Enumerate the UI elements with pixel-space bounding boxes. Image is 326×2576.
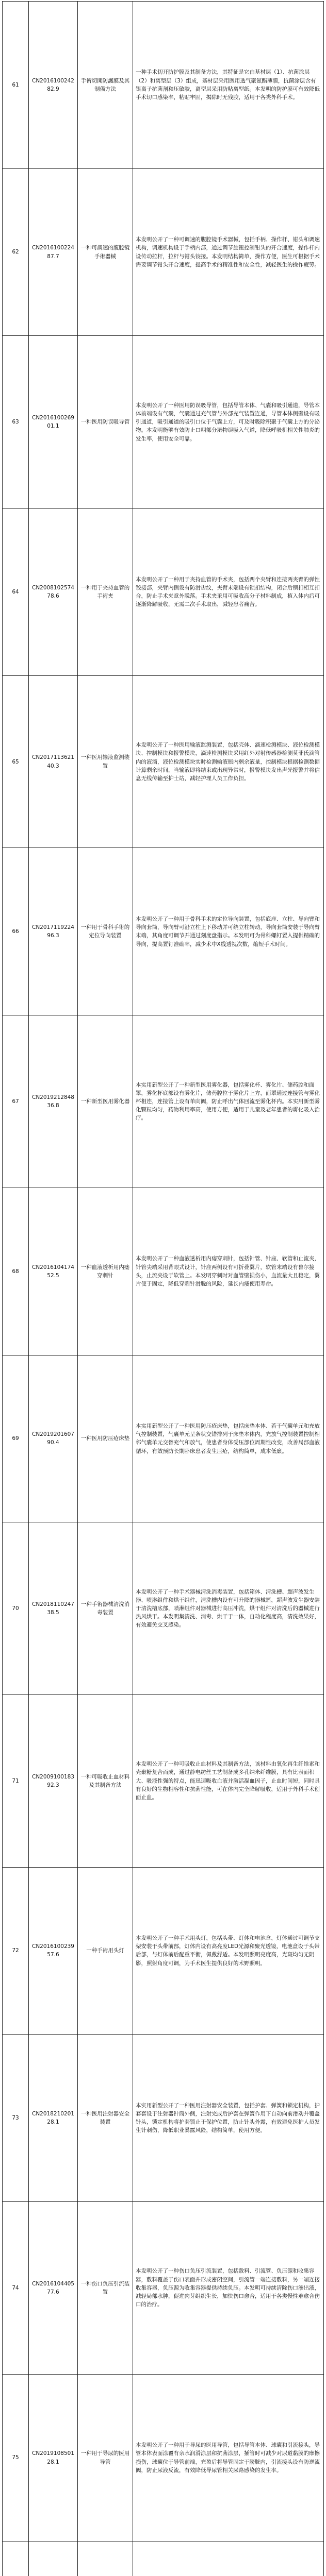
application-number: CN201920160790.4: [29, 1355, 78, 1522]
patent-title: 一种医用注射器安全装置: [78, 2035, 133, 2202]
patent-title: 一种用于导尿的医用导管: [78, 2374, 133, 2541]
patent-abstract: 本实用新型公开了一种医用防压疮床垫，包括床垫本体、若干气囊单元和充放气控制装置，气囊单元呈条状交错排列于床垫本体内，充放气控制装置控制相邻气囊单元交替充气和放气，使患者身体受压部位周期性改变，改善局部血液循环，有效预防长期卧床患者发生压疮，结构简单，成本低廉。: [133, 1355, 324, 1522]
table-row: [3, 1522, 324, 1695]
patent-title: 一种医用防误吸导管: [78, 336, 133, 509]
application-number: CN201610026901.1: [29, 336, 78, 509]
row-number: 72: [3, 1867, 29, 2035]
patent-abstract: 本发明公开了一种伤口负压引流装置，包括敷料、引流管、负压源和收集容器，敷料覆盖于伤口表面并形成密闭空间，引流管一端连接敷料，另一端连接收集容器，负压源为收集容器提供持续负压。本发明可持续清除伤口渗出液，减轻局部水肿，促进肉芽组织生长，加快伤口愈合，适用于各类慢性难愈合伤口的治疗。: [133, 2202, 324, 2375]
patent-title: 一种可吸收止血材料及其制备方法: [78, 1694, 133, 1867]
table-row: [3, 2, 324, 169]
application-number: CN201910850128.1: [29, 2374, 78, 2541]
patent-title: 一种用于骨科手術的定位导向装置: [78, 848, 133, 1015]
application-number: CN201811024738.5: [29, 1522, 78, 1695]
patent-abstract: [133, 2541, 324, 2576]
table-row: [3, 1694, 324, 1867]
row-number: 67: [3, 1015, 29, 1188]
row-number: 64: [3, 509, 29, 676]
patent-table: [2, 1, 324, 2576]
row-number: 71: [3, 1694, 29, 1867]
row-number: [3, 2541, 29, 2576]
row-number: 65: [3, 675, 29, 848]
table-row: [3, 168, 324, 336]
patent-abstract: 本实用新型公开了一种新型医用雾化器，包括雾化杯、雾化片、储药腔和面罩，雾化杯底部设有雾化片，储药腔位于雾化片上方，面罩通过连接管与雾化杯相连，连接管上设有单向阀，防止呼出气体回流至雾化杯内。本实用新型雾化颗粒均匀，药物利用率高，使用方便，适用于儿童及老年患者的雾化吸入治疗。: [133, 1015, 324, 1188]
patent-abstract: 本发明公开了一种医用防误吸导管，包括导管本体、气囊和吸引通道，导管本体前端设有气囊，气囊通过充气管与外部充气装置连通，导管本体侧壁设有吸引通道，吸引通道的吸引口位于气囊上方，可及时吸除积聚于气囊上方的分泌物。本发明能够有效防止口咽部分泌物误吸入气道，降低呼吸机相关性肺炎的发生率，使用安全可靠。: [133, 336, 324, 509]
patent-title: [78, 2541, 133, 2576]
patent-abstract: 本发明公开了一种用于夹持血管的手术夹，包括两个夹臂和连接两夹臂的弹性铰接部，夹臂内侧设有防滑齿纹，夹臂末端设有锁扣结构，闭合后锁扣相互扣合，防止手术夹意外脱落。手术夹采用可吸收高分子材料制成，植入体内后可逐渐降解吸收，无需二次手术取出，减轻患者痛苦。: [133, 509, 324, 676]
application-number: CN200810257478.6: [29, 509, 78, 676]
patent-title: 手術切開防護膜及其制備方法: [78, 2, 133, 169]
application-number: CN201610417452.5: [29, 1188, 78, 1355]
application-number: CN201921284836.8: [29, 1015, 78, 1188]
row-number: 73: [3, 2035, 29, 2202]
table-row: [3, 509, 324, 676]
patent-abstract: 本发明公开了一种手术用头灯，包括头带、灯体和电池盒，灯体通过可调节支架安装于头带前部，灯体内设有高亮度LED光源和聚光透镜，电池盒设于头带后部，与灯体前后配重平衡，佩戴舒适。本发明照明亮度高，光斑均匀无阴影，照射角度可调，为手术医生提供良好的术野照明。: [133, 1867, 324, 2035]
row-number: 70: [3, 1522, 29, 1695]
table-row: [3, 2202, 324, 2375]
table-row: [3, 2035, 324, 2202]
table-row: [3, 1015, 324, 1188]
row-number: 74: [3, 2202, 29, 2375]
application-number: CN201821020128.1: [29, 2035, 78, 2202]
table-row: [3, 1867, 324, 2035]
application-number: CN200910018392.3: [29, 1694, 78, 1867]
row-number: 68: [3, 1188, 29, 1355]
table-row: [3, 336, 324, 509]
patent-title: 一种手術器械清洗消毒装置: [78, 1522, 133, 1695]
row-number: 66: [3, 848, 29, 1015]
patent-title: 一种医用防压疮床垫: [78, 1355, 133, 1522]
patent-abstract: 本发明公开了一种血液透析用内瘘穿刺针，包括针管、针座、软管和止流夹，针管尖端采用背眼式设计，针座两侧设有可折叠翼片，软管末端设有鲁尔接头，止流夹设于软管上。本发明穿刺时对血管壁损伤小，血流量大且稳定，翼片便于固定，降低穿刺针滑脱的风险，延长内瘘使用寿命。: [133, 1188, 324, 1355]
application-number: CN201610440577.6: [29, 2202, 78, 2375]
patent-title: 一种伤口负压引流装置: [78, 2202, 133, 2375]
application-number: CN201711922496.3: [29, 848, 78, 1015]
table-row: [3, 675, 324, 848]
application-number: CN201610024282.9: [29, 2, 78, 169]
patent-title: 一种可調速的腹腔镜手術器械: [78, 168, 133, 336]
patent-abstract: 本发明公开了一种可吸收止血材料及其制备方法，该材料由氧化再生纤维素和壳聚糖复合而成，通过静电纺丝工艺制备成多孔纳米纤维膜，具有比表面积大、吸液性强的特点，能迅速吸收血液并激活凝血因子，止血时间短，同时具有良好的生物相容性和抗菌性能，可在体内完全降解吸收，适用于外科手术创面止血。: [133, 1694, 324, 1867]
application-number: CN201711362140.3: [29, 675, 78, 848]
patent-abstract: 本发明公开了一种医用输液监测装置，包括壳体、滴速检测模块、液位检测模块、控制模块和报警模块，滴速检测模块采用红外对射传感器检测莫菲氏滴管内的液滴，液位检测模块实时检测输液瓶内剩余液量，控制模块根据检测数据计算剩余时间，当输液即将结束或出现异常时，报警模块发出声光报警并将信息无线传输至护士站，减轻护理人员工作负担。: [133, 675, 324, 848]
patent-abstract: 一种手术切开防护膜及其制备方法，其特征是它由基材层（1）、抗菌涂层（2）和离型层（3）组成，基材层采用医用透气聚氨酯薄膜，抗菌涂层含有银离子抗菌剂和压敏胶，离型层采用防粘离型纸。本发明的防护膜可有效降低手术切口感染率，粘贴牢固，揭除时无残胶，适用于各类外科手术。: [133, 2, 324, 169]
patent-document: [0, 1, 326, 2576]
patent-abstract: 本发明公开了一种手术器械清洗消毒装置，包括箱体、清洗槽、超声波发生器、喷淋组件和烘干组件，清洗槽内设有可升降的器械篮，超声波发生器安装于清洗槽底部，喷淋组件对器械进行高压冲洗，烘干组件对清洗后的器械进行热风烘干。本发明集清洗、消毒、烘干于一体，自动化程度高，清洗效果好，有效避免交叉感染。: [133, 1522, 324, 1695]
application-number: CN201610022487.7: [29, 168, 78, 336]
patent-title: 一种用于夹持血管的手術夹: [78, 509, 133, 676]
application-number: CN201610023957.6: [29, 1867, 78, 2035]
patent-table-body: [3, 2, 324, 2576]
application-number: [29, 2541, 78, 2576]
patent-title: 一种手術用头灯: [78, 1867, 133, 2035]
table-row: [3, 1355, 324, 1522]
table-row: [3, 1188, 324, 1355]
table-row: [3, 848, 324, 1015]
table-row: [3, 2541, 324, 2576]
table-row: [3, 2374, 324, 2541]
row-number: 75: [3, 2374, 29, 2541]
patent-title: 一种医用输液监测装置: [78, 675, 133, 848]
patent-abstract: 本发明公开了一种可调速的腹腔镜手术器械，包括手柄、操作杆、钳头和调速机构，调速机构设于手柄内部，通过调节旋钮控制钳头的开合速度，操作杆内设传动拉杆，拉杆与钳头铰接。本发明结构简单，操作方便，医生可根据手术需要调节钳头开合速度，提高手术的精准性和安全性，减轻医生的操作疲劳。: [133, 168, 324, 336]
row-number: 69: [3, 1355, 29, 1522]
patent-title: 一种新型医用雾化器: [78, 1015, 133, 1188]
patent-abstract: 本实用新型公开了一种医用注射器安全装置，包括护套、弹簧和锁定机构，护套套设于注射器针筒外侧，注射完成后护套在弹簧作用下自动向前滑动并覆盖针头，锁定机构将护套锁止于保护位置，防止针头外露，有效避免医护人员发生针刺伤，降低职业暴露风险，结构简单，使用方便。: [133, 2035, 324, 2202]
row-number: 61: [3, 2, 29, 169]
patent-abstract: 本发明公开了一种用于导尿的医用导管，包括导管本体、球囊和引流接头，导管本体表面涂覆有亲水润滑涂层和抗菌涂层，插管时可减少对尿道黏膜的摩擦损伤，球囊位于导管前端，充盈后将导管固定于膀胱内，引流接头设有防逆流阀，防止尿液反流，有效降低导尿管相关尿路感染的发生率。: [133, 2374, 324, 2541]
patent-abstract: 本发明公开了一种用于骨科手术的定位导向装置，包括底座、立柱、导向臂和导向套筒，导向臂可沿立柱上下移动并可绕立柱转动，导向套筒安装于导向臂末端，其角度可调节并通过刻度盘指示。本发明可为骨科螺钉置入提供精确的导向，提高置钉准确率，减少术中X线透视次数，缩短手术时间。: [133, 848, 324, 1015]
row-number: 63: [3, 336, 29, 509]
patent-title: 一种血液透析用内瘘穿刺针: [78, 1188, 133, 1355]
row-number: 62: [3, 168, 29, 336]
